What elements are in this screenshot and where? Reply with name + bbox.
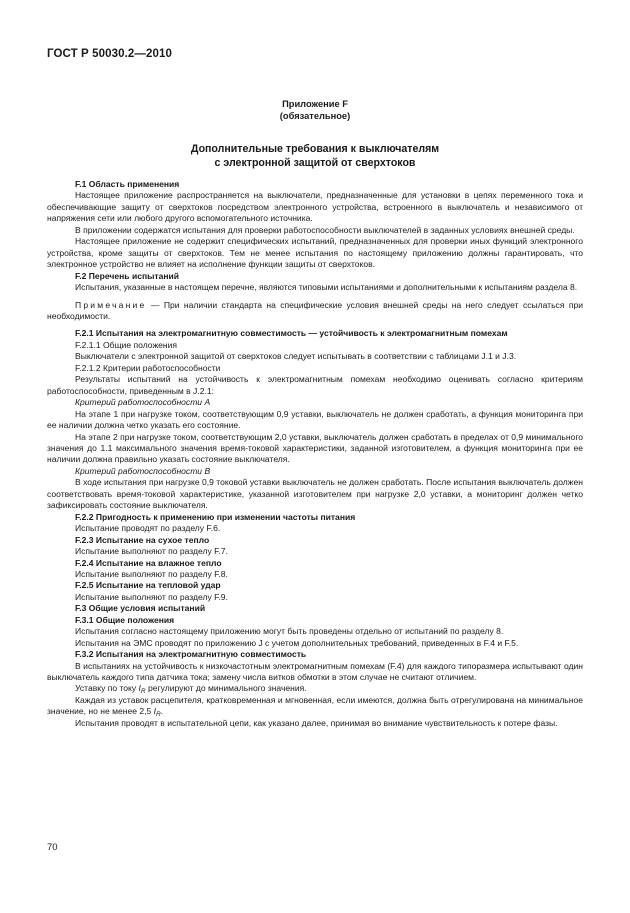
heading-f3-1: F.3.1 Общие положения <box>75 614 175 625</box>
paragraph: Испытание проводят по разделу F.6. <box>75 523 221 534</box>
paragraph-release-settings: Каждая из уставок расцепителя, кратковременная и мгновенная, если имеются, должна быть отрегулирована на минимальное значение, но не менее 2,5 $I_R$. <box>47 694 583 719</box>
criterion-b-title: Критерий работоспособности В <box>75 465 211 476</box>
paragraph: Испытания, указанные в настоящем перечне, являются типовыми испытаниями и дополнительными к испытаниям раздела 8. <box>75 282 578 293</box>
symbol-ir: $I_R$ <box>138 683 146 696</box>
paragraph: Результаты испытаний на устойчивость к электромагнитным помехам необходимо оценивать согласно критериям работоспособности, приведенным в J.2.1: <box>47 374 583 396</box>
heading-f2-4: F.2.4 Испытание на влажное тепло <box>75 557 222 568</box>
paragraph: В испытаниях на устойчивость к низкочастотным электромагнитным помехам (F.4) для каждого типоразмера испытывают один выключатель каждого типа датчика тока; замену числа витков обмотки в этом случае не считают отличием. <box>47 660 583 683</box>
annex-title: Приложение F <box>282 99 348 109</box>
paragraph: Испытания проводят в испытательной цепи, как указано далее, принимая во внимание чувствительность к потере фазы. <box>75 717 558 728</box>
paragraph: Испытания согласно настоящему приложению могут быть проведены отдельно от испытаний по разделу 8. <box>75 626 504 637</box>
paragraph: Испытания на ЭМС проводят по приложению J с учетом дополнительных требований, приведенных в F.4 и F.5. <box>75 637 519 648</box>
heading-f2-5: F.2.5 Испытание на тепловой удар <box>75 580 221 591</box>
page-number: 70 <box>47 842 58 853</box>
paragraph: Настоящее приложение распространяется на выключатели, предназначенные для установки в цепях переменного тока и обеспечивающие защиту от сверхтоков посредством электронного устройства, встроенного в выключатель и независимого от напряжения сети или любого другого вспомогательного источника. <box>47 190 583 224</box>
paragraph: На этапе 2 при нагрузке током, соответствующим 2,0 уставки, выключатель должен сработать в пределах от 0,9 минимального значения до 1.1 максимального значения время-токовой характеристики, заданной изготовителем, а функция мониторинга при ее наличии должна правильно указать состояние выключателя. <box>47 431 583 465</box>
paragraph: В приложении содержатся испытания для проверки работоспособности выключателей в заданных условиях внешней среды. <box>75 224 575 235</box>
document-code: ГОСТ Р 50030.2—2010 <box>47 48 172 60</box>
document-body <box>47 179 583 729</box>
note-text: — При наличии стандарта на специфические условия внешней среды на него следует ссылаться при необходимости. <box>47 299 583 321</box>
paragraph-current-setting: Уставку по току $I_R$ регулируют до минимального значения. <box>75 683 307 696</box>
paragraph: Испытание выполняют по разделу F.8. <box>75 568 228 579</box>
heading-f1: F.1 Область применения <box>75 179 180 189</box>
symbol-ir: $I_R$ <box>153 706 161 719</box>
heading-f2-2: F.2.2 Пригодность к применению при изменении частоты питания <box>75 511 356 522</box>
paragraph: В ходе испытания при нагрузке 0,9 токовой уставки выключатель не должен сработать. После испытания выключатель должен соответствовать время-токовой характеристике, указанной изготовителем при нагрузке 2,0 уставки, а мониторинг должен четко зафиксировать состояние выключателя. <box>47 477 583 511</box>
heading-f2-3: F.2.3 Испытание на сухое тепло <box>75 534 210 545</box>
note <box>47 300 583 323</box>
heading-f2-1: F.2.1 Испытания на электромагнитную совместимость — устойчивость к электромагнитным помехам <box>75 328 508 339</box>
paragraph: Испытание выполняют по разделу F.9. <box>75 591 228 602</box>
section-title-line-2: с электронной защитой от сверхтоков <box>214 157 416 169</box>
paragraph: На этапе 1 при нагрузке током, соответствующим 0,9 уставки, выключатель не должен сработать, а функция мониторинга при ее наличии должна четко указать его состояние. <box>47 408 583 431</box>
criterion-a-title: Критерий работоспособности А <box>75 397 211 408</box>
paragraph: Настоящее приложение не содержит специфических испытаний, предназначенных для проверки иных функций электронного устройства, кроме защиты от сверхтоков. Тем не менее испытания по настоящему приложению должны гарантировать, что электронное устройство не влияет на исполнение функции защиты от сверхтоков. <box>47 236 583 270</box>
paragraph: Выключатели с электронной защитой от сверхтоков следует испытывать в соответствии с таблицами J.1 и J.3. <box>75 351 517 362</box>
section-title-line-1: Дополнительные требования к выключателям <box>190 143 440 155</box>
heading-f3-2: F.3.2 Испытания на электромагнитную совместимость <box>75 649 307 660</box>
subheading-f2-1-1: F.2.1.1 Общие положения <box>75 339 178 350</box>
note-label: Примечание <box>75 299 147 310</box>
paragraph: Испытание выполняют по разделу F.7. <box>75 546 228 557</box>
annex-status: (обязательное) <box>279 111 351 121</box>
subheading-f2-1-2: F.2.1.2 Критерии работоспособности <box>75 362 221 373</box>
heading-f2: F.2 Перечень испытаний <box>75 270 180 281</box>
heading-f3: F.3 Общие условия испытаний <box>75 603 206 614</box>
